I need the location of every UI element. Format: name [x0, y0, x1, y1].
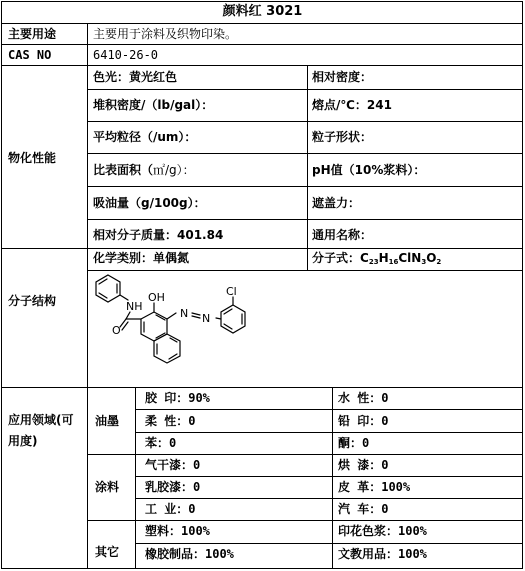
- other-rubber: 橡胶制品：100%: [145, 547, 234, 561]
- paint-label: 涂料: [95, 480, 120, 494]
- rule-other-1: [136, 543, 523, 544]
- rule-prop-split: [307, 65, 308, 248]
- structure-label: 分子结构: [8, 294, 57, 308]
- other-plastics: 塑料：100%: [145, 524, 210, 538]
- rule-paint-end: [88, 520, 523, 521]
- rule-cas: [1, 65, 523, 66]
- rule-struct-end: [1, 387, 523, 388]
- rule-ink-end: [88, 454, 523, 455]
- rule-paint-2: [136, 498, 523, 499]
- cas-value: 6410-26-0: [93, 48, 159, 62]
- paint-baking: 烘 漆：0: [338, 458, 389, 472]
- other-stationery: 文教用品：100%: [338, 547, 427, 561]
- rule-struct-split: [307, 248, 308, 270]
- rule-app-sub: [135, 387, 136, 569]
- rule-prop-2: [88, 121, 523, 122]
- paint-industrial: 工 业：0: [145, 502, 196, 516]
- rule-use: [1, 44, 523, 45]
- avg-particle-size: 平均粒径（/um）：: [93, 130, 197, 144]
- common-name: 通用名称：: [312, 228, 373, 242]
- atom-nh-label: NH: [126, 300, 143, 313]
- paint-air-dry: 气干漆：0: [145, 458, 201, 472]
- main-use-label: 主要用途: [8, 27, 57, 41]
- ink-label: 油墨: [95, 414, 120, 428]
- atom-oh-label: OH: [148, 291, 165, 304]
- bulk-density: 堆积密度/（lb/gal）：: [93, 98, 214, 112]
- paint-auto: 汽 车：0: [338, 502, 389, 516]
- ph-value: pH值（10%浆料）：: [312, 163, 426, 177]
- specific-surface: 比表面积（㎡/g）：: [93, 163, 195, 177]
- oil-absorption: 吸油量（g/100g）：: [93, 196, 206, 210]
- rule-ink-2: [136, 432, 523, 433]
- color-light: 色光：黄光红色: [93, 70, 178, 84]
- rule-prop-1: [88, 89, 523, 90]
- application-label-line1: 应用领域(可: [8, 413, 74, 427]
- hiding-power: 遮盖力：: [312, 196, 361, 210]
- ink-offset: 胶 印：90%: [145, 391, 210, 405]
- relative-density: 相对密度：: [312, 70, 373, 84]
- rule-prop-3: [88, 153, 523, 154]
- atom-n1-label: N: [180, 307, 189, 320]
- particle-shape: 粒子形状：: [312, 130, 373, 144]
- page-title: 颜料红 3021: [222, 4, 303, 19]
- rule-prop-4: [88, 186, 523, 187]
- cas-label: CAS NO: [8, 48, 52, 62]
- paint-leather: 皮 革：100%: [338, 480, 411, 494]
- paint-latex: 乳胶漆：0: [145, 480, 201, 494]
- ink-water: 水 性：0: [338, 391, 389, 405]
- atom-cl-label: Cl: [226, 285, 237, 298]
- atom-n2-label: N: [202, 312, 211, 325]
- rule-title: [1, 23, 523, 24]
- properties-label: 物化性能: [8, 151, 57, 165]
- rule-ink-1: [136, 409, 523, 410]
- ink-benzene: 苯：0: [145, 436, 177, 450]
- main-use-value: 主要用于涂料及织物印染。: [93, 27, 238, 41]
- molecular-structure-diagram: [88, 271, 288, 386]
- other-printing-paste: 印花色浆：100%: [338, 524, 427, 538]
- ink-tin: 铅 印：0: [338, 414, 389, 428]
- application-label-line2: 用度): [8, 434, 38, 448]
- melting-point: 熔点/℃：241: [312, 98, 392, 112]
- chem-class: 化学类别：单偶氮: [93, 251, 190, 265]
- molecular-weight: 相对分子质量：401.84: [93, 228, 224, 242]
- rule-prop-5: [88, 219, 523, 220]
- rule-props-end: [1, 248, 523, 249]
- rule-app-split: [332, 387, 333, 569]
- rule-paint-1: [136, 476, 523, 477]
- atom-o-label: O: [112, 324, 121, 337]
- other-label: 其它: [95, 545, 120, 559]
- molecular-formula: 分子式：$C_{23}H_{16}ClN_3O_2$: [312, 251, 442, 266]
- ink-ketone: 酮：0: [338, 436, 370, 450]
- ink-flexo: 柔 性：0: [145, 414, 196, 428]
